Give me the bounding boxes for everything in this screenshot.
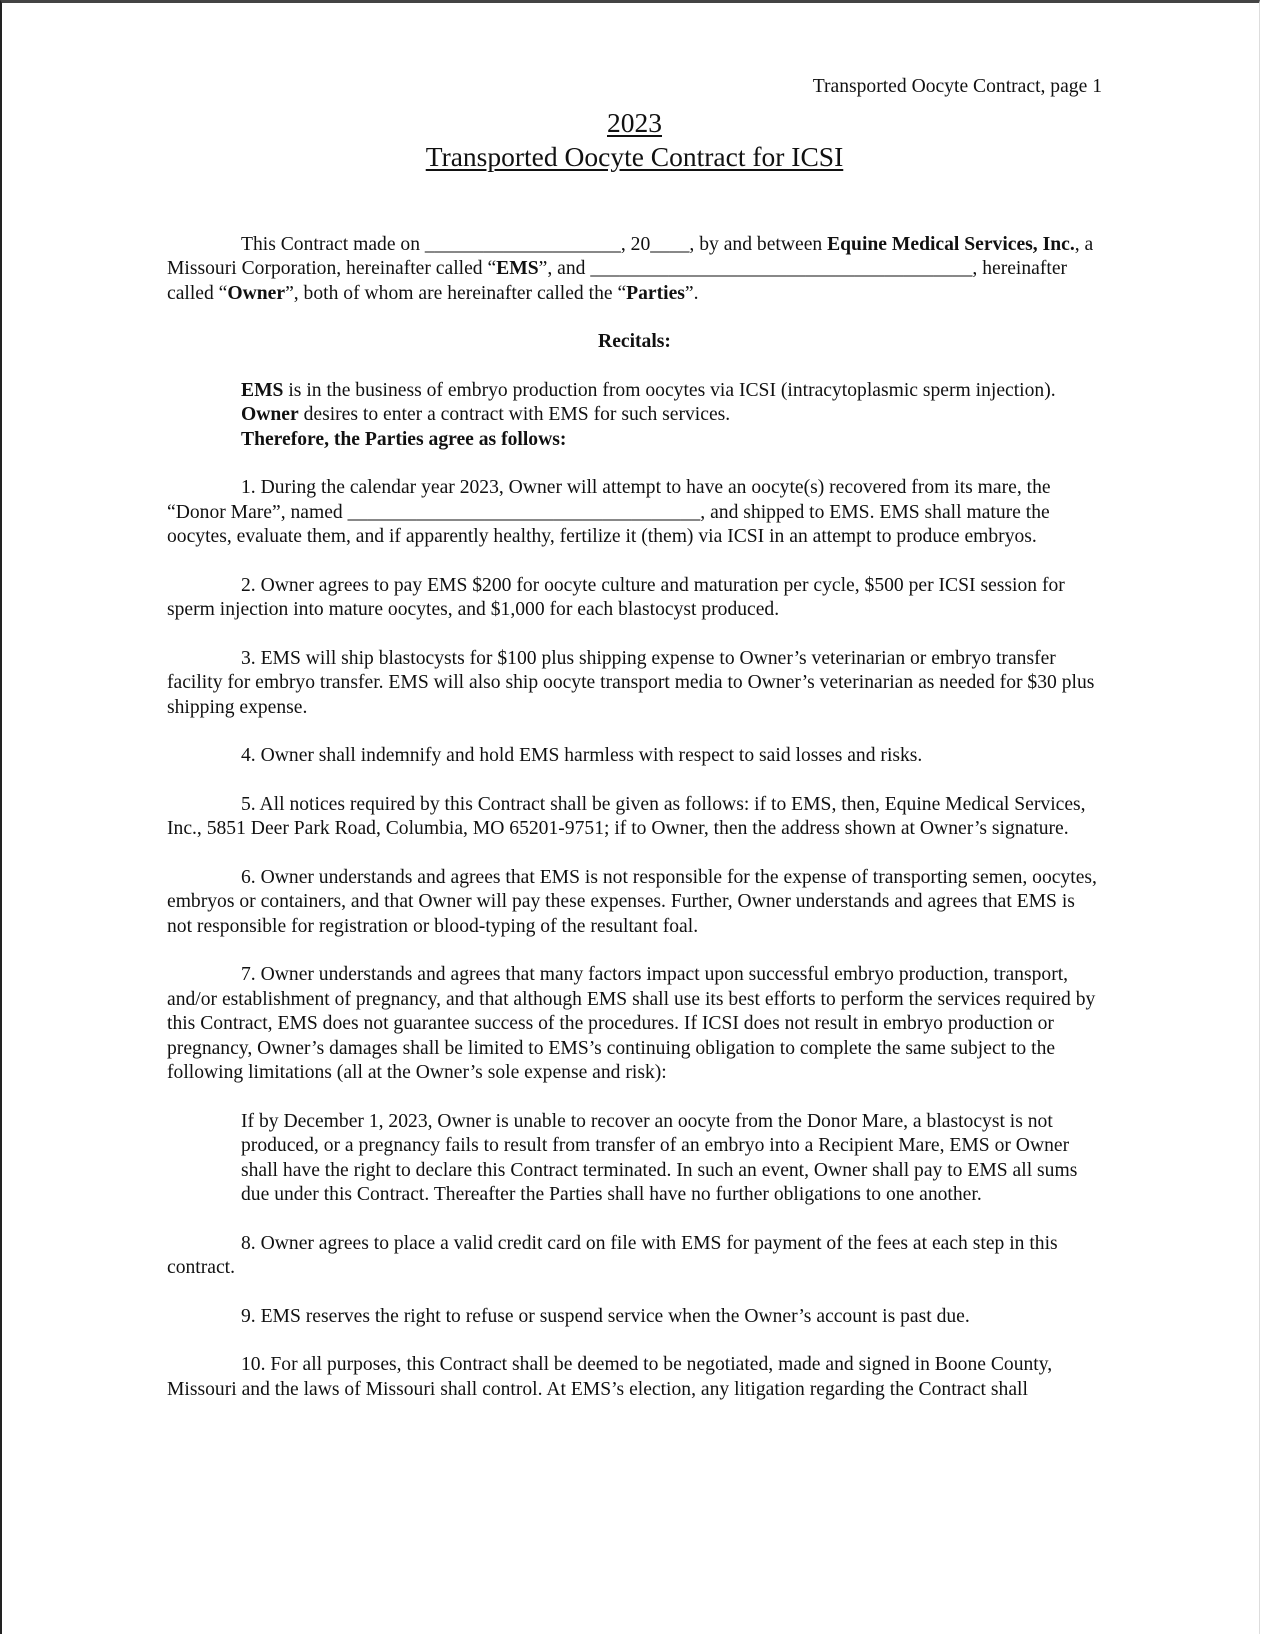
- intro-paragraph: This Contract made on ____________________, 20____, by and between Equine Medical Services, Inc., a Missouri Corporation, hereinafter called “EMS”, and _______________________________________, hereinafter called “Owner”, both of whom are hereinafter called the “Parties”.: [167, 233, 1094, 304]
- clause-4: 4. Owner shall indemnify and hold EMS harmless with respect to said losses and risks.: [241, 745, 923, 766]
- clause-3: 3. EMS will ship blastocysts for $100 plus shipping expense to Owner’s veterinarian or embryo transfer facility for embryo transfer. EMS will also ship oocyte transport media to Owner’s veterinarian as needed for $30 plus shipping expense.: [167, 647, 1095, 718]
- clause-5: 5. All notices required by this Contract shall be given as follows: if to EMS, then, Equine Medical Services, Inc., 5851 Deer Park Road, Columbia, MO 65201-9751; if to Owner, then the address shown at Owner’s signature.: [167, 793, 1086, 839]
- ems-term: EMS: [496, 258, 539, 279]
- recitals-heading: Recitals:: [598, 331, 671, 352]
- clause-1: 1. During the calendar year 2023, Owner will attempt to have an oocyte(s) recovered from its mare, the “Donor Mare”, named ____________________________________, and shipped to EMS. EMS shall mature the oocytes, evaluate them, and if apparently healthy, fertilize it (them) via ICSI in an attempt to produce embryos.: [167, 477, 1051, 547]
- title-main: Transported Oocyte Contract for ICSI: [425, 140, 844, 172]
- clause-6: 6. Owner understands and agrees that EMS is not responsible for the expense of transporting semen, oocytes, embryos or containers, and that Owner will pay these expenses. Further, Owner understands and agrees that EMS is not responsible for registration or blood-typing of the resultant foal.: [167, 866, 1097, 937]
- recital-line-3: Therefore, the Parties agree as follows:: [241, 428, 567, 450]
- document-body: [167, 75, 1102, 1402]
- owner-term: Owner: [227, 282, 286, 304]
- clause-9: 9. EMS reserves the right to refuse or suspend service when the Owner’s account is past due.: [241, 1305, 970, 1327]
- parties-term: Parties: [626, 282, 685, 304]
- clause-7-subparagraph: If by December 1, 2023, Owner is unable to recover an oocyte from the Donor Mare, a blastocyst is not produced, or a pregnancy fails to result from transfer of an embryo into a Recipient Mare, EMS or Owner shall have the right to declare this Contract terminated. In such an event, Owner shall pay to EMS all sums due under this Contract. Thereafter the Parties shall have no further obligations to one another.: [241, 1110, 1078, 1205]
- document-title: [167, 106, 1102, 174]
- clause-10: 10. For all purposes, this Contract shall be deemed to be negotiated, made and signed in Boone County, Missouri and the laws of Missouri shall control. At EMS’s election, any litigation regarding the Contract shall: [167, 1354, 1053, 1400]
- title-year: 2023: [607, 106, 662, 138]
- clause-2: 2. Owner agrees to pay EMS $200 for oocyte culture and maturation per cycle, $500 per ICSI session for sperm injection into mature oocytes, and $1,000 for each blastocyst produced.: [167, 574, 1065, 620]
- page-header: Transported Oocyte Contract, page 1: [812, 76, 1102, 97]
- clause-7: 7. Owner understands and agrees that many factors impact upon successful embryo production, transport, and/or establishment of pregnancy, and that although EMS shall use its best efforts to perform the services required by this Contract, EMS does not guarantee success of the procedures. If ICSI does not result in embryo production or pregnancy, Owner’s damages shall be limited to EMS’s continuing obligation to complete the same subject to the following limitations (all at the Owner’s sole expense and risk):: [167, 964, 1096, 1083]
- recital-line-2: Owner desires to enter a contract with EMS for such services.: [241, 404, 731, 425]
- clause-8: 8. Owner agrees to place a valid credit card on file with EMS for payment of the fees at each step in this contract.: [167, 1232, 1058, 1278]
- recital-line-1: EMS is in the business of embryo production from oocytes via ICSI (intracytoplasmic sperm injection).: [241, 379, 1056, 401]
- recitals-block: [241, 379, 1102, 453]
- company-name: Equine Medical Services, Inc.: [827, 233, 1075, 255]
